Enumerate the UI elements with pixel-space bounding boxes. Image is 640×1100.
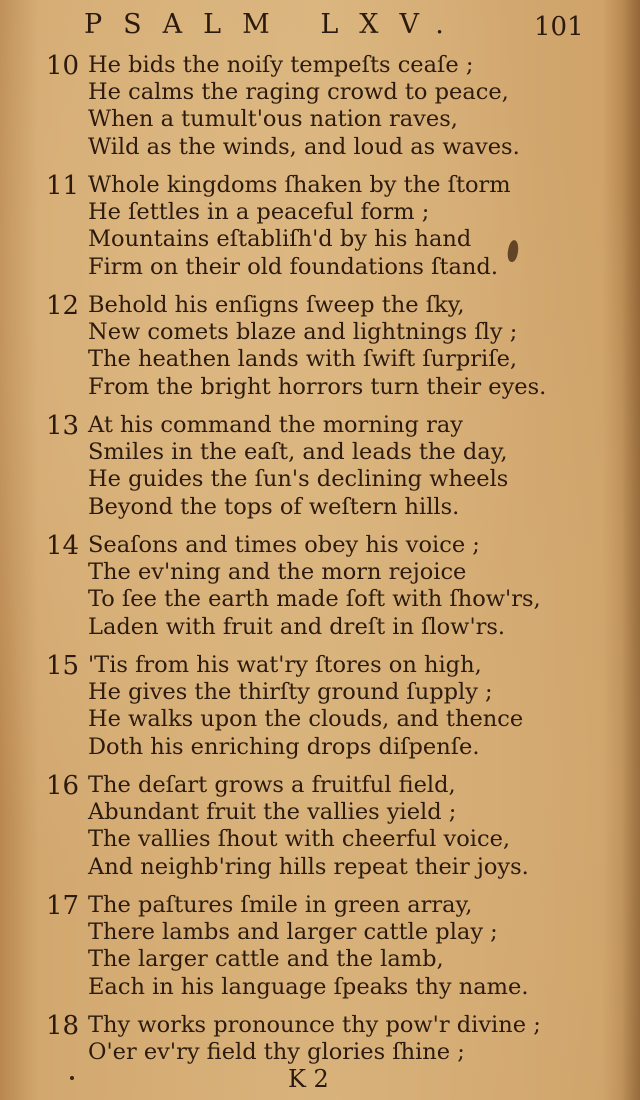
verse-line: Wild as the winds, and loud as waves. [88, 133, 520, 160]
stanza-number: 18 [46, 1011, 80, 1041]
verse-line: The deſart grows a fruitful field, [88, 772, 456, 798]
verse-line: The ev'ning and the morn rejoice [88, 559, 467, 586]
stanza-number: 12 [46, 291, 80, 321]
verse-line: The heathen lands with ſwift ſurpriſe, [88, 346, 518, 373]
verse-line: Laden with fruit and dreſt in ſlow'rs. [88, 613, 506, 640]
signature-mark: K 2 [288, 1065, 329, 1093]
verse-line: At his command the morning ray [88, 412, 463, 438]
stanza-15 [0, 652, 640, 772]
verse-line: The larger cattle and the lamb, [88, 946, 444, 973]
verse-line: Abundant fruit the vallies yield ; [88, 799, 457, 826]
stanza-number: 17 [46, 891, 80, 921]
verse-line: Behold his enſigns ſweep the ſky, [88, 292, 465, 318]
verse-line: He walks upon the clouds, and thence [88, 706, 524, 733]
verse-line: O'er ev'ry field thy glories ſhine ; [88, 1039, 465, 1066]
running-title: PSALM LXV. [84, 9, 465, 40]
verse-line: The vallies ſhout with cheerful voice, [88, 826, 511, 853]
verse-line: Whole kingdoms ſhaken by the ſtorm [88, 172, 511, 198]
ink-dot [70, 1076, 74, 1080]
stanza-17 [0, 892, 640, 1012]
verse-line: Beyond the tops of weſtern hills. [88, 493, 460, 520]
stanza-number: 15 [46, 651, 80, 681]
verse-line: He ſettles in a peaceful form ; [88, 199, 430, 226]
verse-line: To ſee the earth made ſoft with ſhow'rs, [88, 586, 541, 613]
stanza-14 [0, 532, 640, 652]
stanza-13 [0, 412, 640, 532]
psalm-text [0, 52, 640, 1100]
stanza-number: 13 [46, 411, 80, 441]
stanza-number: 16 [46, 771, 80, 801]
verse-line: New comets blaze and lightnings ſly ; [88, 319, 518, 346]
verse-line: Doth his enriching drops diſpenſe. [88, 733, 480, 760]
verse-line: He guides the ſun's declining wheels [88, 466, 509, 493]
verse-line: Smiles in the eaſt, and leads the day, [88, 439, 508, 466]
stanza-16 [0, 772, 640, 892]
verse-line: He calms the raging crowd to peace, [88, 79, 509, 106]
stanza-10 [0, 52, 640, 172]
page-footer [0, 1058, 640, 1098]
page-number: 101 [534, 12, 584, 42]
verse-line: He gives the thirſty ground ſupply ; [88, 679, 493, 706]
verse-line: He bids the noiſy tempeſts ceaſe ; [88, 52, 474, 78]
verse-line: 'Tis from his wat'ry ſtores on high, [88, 652, 482, 678]
verse-line: And neighb'ring hills repeat their joys. [88, 853, 529, 880]
verse-line: Firm on their old foundations ſtand. [88, 253, 498, 280]
stanza-number: 10 [46, 51, 80, 81]
verse-line: The paſtures ſmile in green array, [88, 892, 473, 918]
verse-line: When a tumult'ous nation raves, [88, 106, 458, 133]
verse-line: There lambs and larger cattle play ; [88, 919, 498, 946]
page-header [0, 6, 640, 48]
verse-line: Mountains eſtabliſh'd by his hand [88, 226, 472, 253]
verse-line: Seaſons and times obey his voice ; [88, 532, 480, 558]
verse-line: From the bright horrors turn their eyes. [88, 373, 547, 400]
verse-line: Each in his language ſpeaks thy name. [88, 973, 529, 1000]
stanza-12 [0, 292, 640, 412]
stanza-number: 11 [46, 171, 80, 201]
verse-line: Thy works pronounce thy pow'r divine ; [88, 1012, 541, 1038]
stanza-number: 14 [46, 531, 80, 561]
stanza-11 [0, 172, 640, 292]
